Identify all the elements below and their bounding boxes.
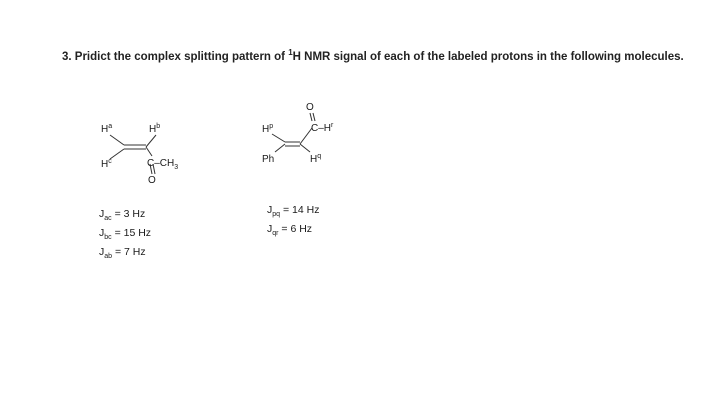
label-hq: $H^q$ bbox=[310, 153, 322, 165]
bond-hc bbox=[110, 149, 124, 159]
coupling-row: $J_{ab} = 7$ Hz bbox=[99, 246, 146, 261]
question-prefix: 3. Pridict the complex splitting pattern of bbox=[62, 50, 289, 63]
co2-double-1 bbox=[310, 113, 312, 121]
bond-hp bbox=[272, 134, 285, 142]
molecule-1-couplings bbox=[99, 207, 151, 264]
label-hb: $H^b$ bbox=[149, 123, 161, 135]
bond-hq bbox=[300, 144, 310, 152]
label-oxygen-2: O bbox=[306, 102, 314, 113]
bond-ph bbox=[275, 144, 285, 152]
label-ha: $H^a$ bbox=[101, 123, 113, 135]
label-oxygen-1: O bbox=[148, 175, 156, 186]
co2-double-2 bbox=[313, 113, 315, 121]
bond-carbonyl bbox=[146, 147, 152, 156]
coupling-row: $J_{qr} = 6$ Hz bbox=[267, 223, 313, 238]
label-c-hr: $C-H^r$ bbox=[311, 122, 334, 134]
coupling-row: $J_{ac} = 3$ Hz bbox=[99, 208, 146, 223]
label-c-ch3: $C-CH_3$ bbox=[147, 158, 179, 171]
label-hc: $H^c$ bbox=[101, 158, 112, 170]
label-hp: $H^p$ bbox=[262, 123, 274, 135]
molecule-2-couplings bbox=[267, 203, 319, 241]
label-ph: Ph bbox=[262, 154, 275, 165]
bond-hb bbox=[146, 135, 156, 147]
bond-ha bbox=[110, 135, 124, 145]
coupling-row: $J_{bc} = 15$ Hz bbox=[99, 227, 152, 242]
question-suffix: H NMR signal of each of the labeled protons in the following molecules. bbox=[292, 50, 684, 63]
question-superscript: 1 bbox=[288, 48, 293, 57]
coupling-row: $J_{pq} = 14$ Hz bbox=[267, 204, 320, 219]
